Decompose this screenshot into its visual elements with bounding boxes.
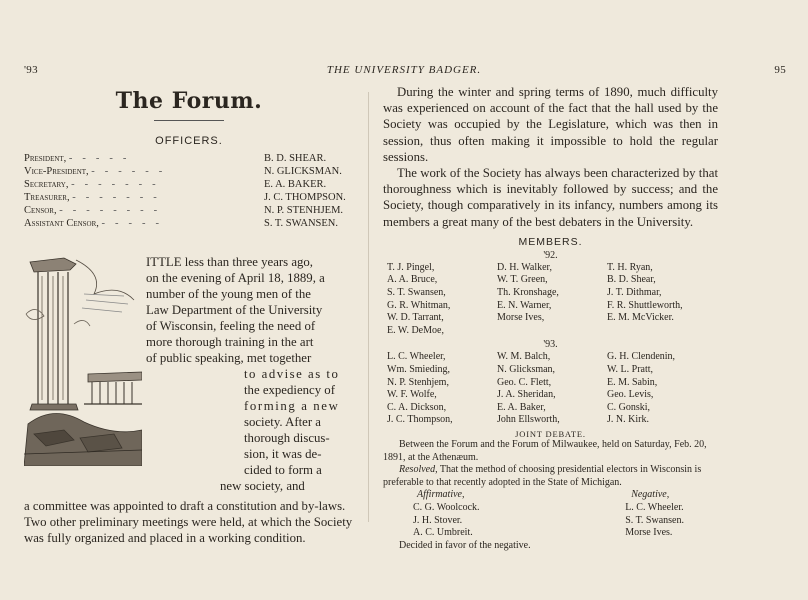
right-column: [383, 84, 718, 552]
resolved-label: Resolved,: [399, 464, 438, 476]
officer-name: S. T. SWANSEN.: [264, 218, 338, 229]
officer-role: Censor,: [24, 205, 57, 216]
intro-line: forming a new: [244, 399, 340, 413]
officer-name: E. A. BAKER.: [264, 179, 327, 190]
member-name: W. M. Balch,: [497, 351, 551, 363]
member-name: L. C. Wheeler,: [387, 351, 446, 363]
leader-dots: -----: [68, 153, 137, 164]
leader-dots: ------: [91, 166, 173, 177]
intro-line: more thorough training in the art: [146, 335, 314, 349]
officer-role: Vice-President,: [24, 166, 89, 177]
member-name: E. N. Warner,: [497, 299, 552, 311]
member-name: [607, 325, 722, 338]
officers-heading: OFFICERS.: [155, 135, 223, 147]
intro-line: to advise as to: [244, 367, 340, 381]
debater-name: A. C. Umbreit.: [413, 527, 473, 539]
leader-dots: -------: [72, 192, 167, 203]
debater-name: C. G. Woolcock.: [413, 501, 480, 513]
class-year: '92.: [543, 249, 558, 261]
officer-name: N. GLICKSMAN.: [264, 166, 342, 177]
joint-debate-heading: JOINT DEBATE.: [515, 428, 586, 439]
debater-name: S. T. Swansen.: [625, 514, 684, 526]
officer-row: [24, 191, 354, 204]
member-name: S. T. Swansen,: [387, 287, 446, 299]
intro-line: the expediency of: [244, 383, 335, 397]
officer-row: [24, 204, 354, 217]
member-name: C. A. Dickson,: [387, 401, 447, 413]
character-paragraph: The work of the Society has always been characterized by that thoroughness which is inevitably followed by success; and the Society, though comparatively in its infancy, numbers among its members a great many of the best debaters in the University.: [383, 166, 718, 229]
officer-role: President,: [24, 153, 67, 164]
debate-description: Between the Forum and the Forum of Milwaukee, held on Saturday, Feb. 20, 1891, at the Athenæum.: [383, 438, 707, 463]
members-heading: MEMBERS.: [518, 235, 583, 248]
member-name: J. C. Thompson,: [387, 414, 453, 426]
intro-line: of public speaking, met together: [146, 351, 312, 365]
leader-dots: -----: [101, 218, 170, 229]
intro-line: of Wisconsin, feeling the need of: [146, 319, 316, 333]
members-table-92: [387, 262, 718, 338]
officer-row: [24, 217, 354, 230]
intro-line: on the evening of April 18, 1889, a: [146, 271, 325, 285]
member-name: E. W. DeMoe,: [387, 324, 444, 336]
intro-line: new society, and: [220, 479, 305, 493]
member-name: John Ellsworth,: [497, 414, 560, 426]
resolved-text: That the method of choosing presidential electors in Wisconsin is preferable to that recently adopted in the State of Michigan.: [383, 464, 702, 488]
intro-line: ITTLE less than three years ago,: [146, 255, 314, 269]
member-name: E. M. Sabin,: [607, 376, 658, 388]
intro-line: thorough discus-: [244, 431, 330, 445]
member-name: J. A. Sheridan,: [497, 389, 556, 401]
running-header-year: '93: [24, 64, 38, 76]
member-name: F. R. Shuttleworth,: [607, 299, 683, 311]
page-number: 95: [774, 64, 786, 76]
officer-role: Treasurer,: [24, 192, 70, 203]
intro-paragraph-continued: a committee was appointed to draft a constitution and by-laws. Two other preliminary meetings were held, at which the Society was fully organized and placed in a working condition.: [24, 499, 353, 546]
member-name: Geo. C. Flett,: [497, 376, 552, 388]
member-name: W. F. Wolfe,: [387, 389, 437, 401]
member-name: N. Glicksman,: [497, 363, 556, 375]
officer-name: J. C. THOMPSON.: [264, 192, 346, 203]
member-name: W. D. Tarrant,: [387, 312, 444, 324]
intro-line: number of the young men of the: [146, 287, 311, 301]
officer-row: [24, 178, 354, 191]
debater-name: J. H. Stover.: [413, 514, 463, 526]
leader-dots: -------: [71, 179, 166, 190]
member-name: J. N. Kirk.: [607, 414, 649, 426]
member-name: T. H. Ryan,: [607, 261, 653, 273]
officer-row: [24, 165, 354, 178]
intro-line: sion, it was de-: [244, 447, 322, 461]
member-name: E. M. McVicker.: [607, 312, 674, 324]
officer-name: N. P. STENHJEM.: [264, 205, 344, 216]
member-name: G. R. Whitman,: [387, 299, 451, 311]
debaters-table: [383, 489, 718, 539]
class-year: '93.: [543, 339, 558, 351]
left-column: [24, 84, 354, 547]
column-divider: [368, 92, 369, 522]
member-name: C. Gonski,: [607, 401, 651, 413]
running-header-title: THE UNIVERSITY BADGER.: [326, 64, 482, 76]
affirmative-label: Affirmative,: [417, 489, 465, 501]
officer-row: [24, 152, 354, 165]
officer-role: Secretary,: [24, 179, 69, 190]
debater-name: Morse Ives.: [625, 527, 673, 539]
member-name: Wm. Smieding,: [387, 363, 451, 375]
intro-line: cided to form a: [244, 463, 322, 477]
affirmative-column: [413, 489, 480, 539]
intro-with-illustration: [24, 254, 354, 480]
member-name: Th. Kronshage,: [497, 287, 559, 299]
leader-dots: --------: [59, 205, 168, 216]
ruined-temple-illustration: [24, 254, 142, 466]
member-name: N. P. Stenhjem,: [387, 376, 449, 388]
intro-line: Law Department of the University: [146, 303, 323, 317]
debate-resolution: [383, 464, 718, 489]
officer-name: B. D. SHEAR.: [264, 153, 327, 164]
negative-label: Negative,: [631, 489, 670, 501]
member-name: B. D. Shear,: [607, 274, 656, 286]
title-rule: [154, 120, 224, 121]
member-name: J. T. Dithmar,: [607, 287, 662, 299]
debate-decision: Decided in favor of the negative.: [399, 539, 531, 551]
member-name: [497, 325, 607, 338]
member-name: Geo. Levis,: [607, 389, 654, 401]
intro-line: society. After a: [244, 415, 321, 429]
member-name: W. L. Pratt,: [607, 363, 654, 375]
member-name: G. H. Clendenin,: [607, 351, 676, 363]
member-name: Morse Ives,: [497, 312, 545, 324]
member-name: A. A. Bruce,: [387, 274, 438, 286]
history-paragraph: During the winter and spring terms of 1890, much difficulty was experienced on account of the fact that the hall used by the Society was occupied by the Legislature, which was then in session, thus often making it impossible to hold the regular sessions.: [383, 85, 718, 164]
article-title: The Forum.: [115, 88, 263, 114]
officer-role: Assistant Censor,: [24, 218, 99, 229]
member-name: E. A. Baker,: [497, 401, 546, 413]
member-name: W. T. Green,: [497, 274, 548, 286]
member-name: T. J. Pingel,: [387, 261, 435, 273]
members-table-93: [387, 351, 718, 427]
debater-name: L. C. Wheeler.: [625, 501, 684, 513]
officers-list: [24, 152, 354, 230]
member-name: D. H. Walker,: [497, 261, 552, 273]
negative-column: [625, 489, 684, 539]
